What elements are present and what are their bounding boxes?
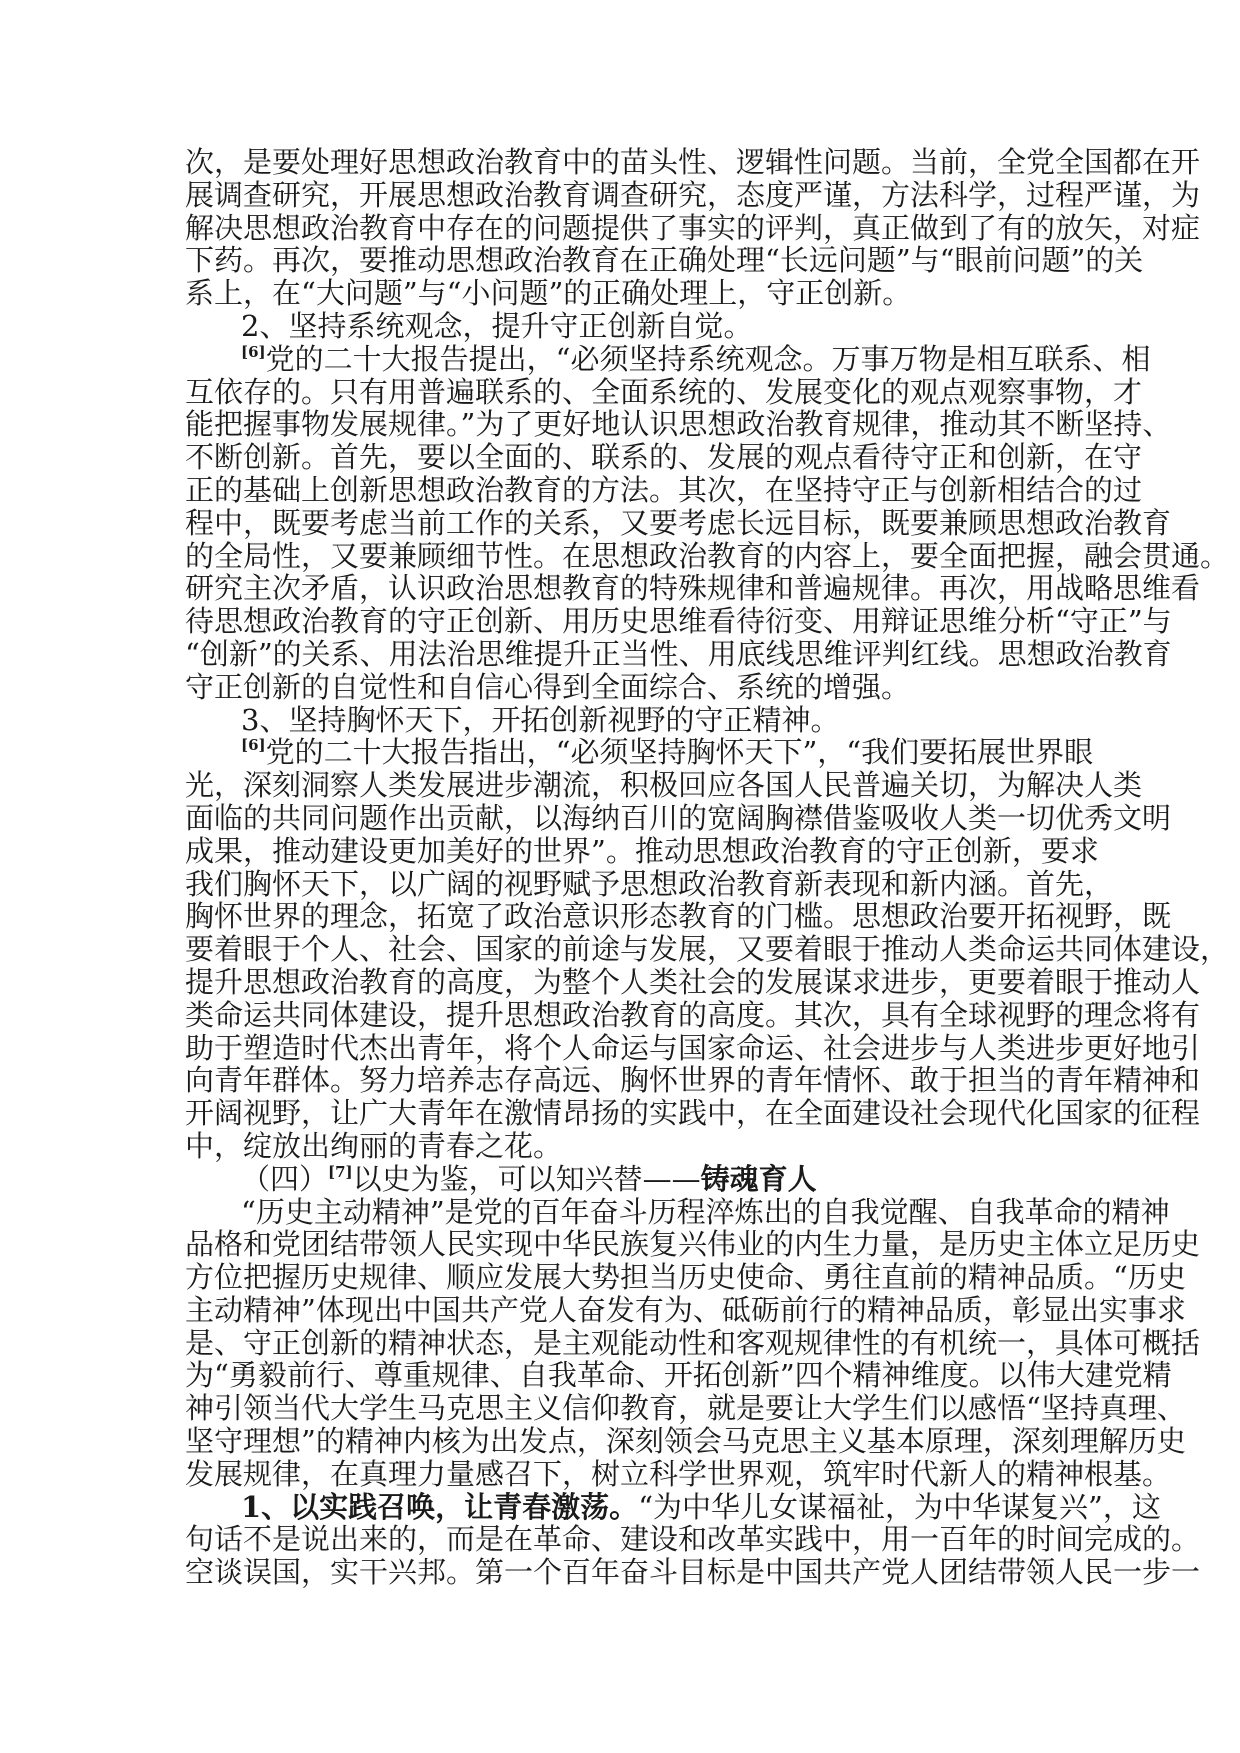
text-line — [185, 1489, 1161, 1524]
document-body — [185, 145, 1230, 1590]
line-text: 品格和党团结带领人民实现中华民族复兴伟业的内生力量，是历史主体立足历史 — [185, 1227, 1201, 1262]
line-text: 不断创新。首先，要以全面的、联系的、发展的观点看待守正和创新，在守 — [185, 440, 1143, 475]
line-text: 的全局性，又要兼顾细节性。在思想政治教育的内容上，要全面把握，融会贯通。 — [185, 538, 1230, 573]
text-line — [185, 538, 1230, 573]
text-line — [185, 210, 1201, 245]
line-text: 向青年群体。努力培养志存高远、胸怀世界的青年情怀、敢于担当的青年精神和 — [185, 1063, 1201, 1098]
text-line — [185, 899, 1172, 934]
line-text: “创新”的关系、用法治思维提升正当性、用底线思维评判红线。思想政治教育 — [185, 636, 1172, 671]
line-text: 正的基础上创新思想政治教育的方法。其次，在坚持守正与创新相结合的过 — [185, 472, 1143, 507]
text-line — [185, 768, 1143, 803]
line-text: 次，是要处理好思想政治教育中的苗头性、逻辑性问题。当前，全党全国都在开 — [185, 145, 1201, 179]
line-text: 我们胸怀天下，以广阔的视野赋予思想政治教育新表现和新内涵。首先， — [185, 866, 1114, 901]
bold-heading-text: 铸魂育人 — [700, 1161, 817, 1196]
text-line — [185, 964, 1201, 999]
text-line — [185, 1030, 1201, 1065]
text-line — [185, 1227, 1201, 1262]
line-text: 是、守正创新的精神状态，是主观能动性和客观规律性的有机统一，具体可概括 — [185, 1325, 1201, 1360]
line-text: 中，绽放出绚丽的青春之花。 — [185, 1128, 563, 1163]
line-text: 待思想政治教育的守正创新、用历史思维看待衍变、用辩证思维分析“守正”与 — [185, 604, 1172, 639]
line-text: 提升思想政治教育的高度，为整个人类社会的发展谋求进步，更要着眼于推动人 — [185, 964, 1201, 999]
text-line — [185, 1358, 1172, 1393]
citation-marker: [6] — [241, 736, 266, 755]
line-text: 解决思想政治教育中存在的问题提供了事实的评判，真正做到了有的放矢，对症 — [185, 210, 1201, 245]
text-line — [185, 735, 1094, 770]
citation-marker: [6] — [241, 342, 266, 361]
line-text: 以史为鉴，可以知兴替—— — [352, 1161, 701, 1196]
text-line — [185, 1096, 1201, 1131]
text-line — [185, 1130, 1061, 1163]
line-text: 光，深刻洞察人类发展进步潮流，积极回应各国人民普遍关切，为解决人类 — [185, 768, 1143, 803]
line-text: 空谈误国，实干兴邦。第一个百年奋斗目标是中国共产党人团结带领人民一步一 — [185, 1555, 1201, 1590]
line-text: 系上，在“大问题”与“小问题”的正确处理上，守正创新。 — [185, 276, 912, 311]
line-text: 方位把握历史规律、顺应发展大势担当历史使命、勇往直前的精神品质。“历史 — [185, 1260, 1186, 1295]
text-line — [185, 604, 1172, 639]
text-line — [185, 636, 1172, 671]
text-line — [185, 1063, 1201, 1098]
line-text: 胸怀世界的理念，拓宽了政治意识形态教育的门槛。思想政治要开拓视野，既 — [185, 899, 1172, 934]
text-line — [185, 1260, 1186, 1295]
line-text: 主动精神”体现出中国共产党人奋发有为、砥砺前行的精神品质，彰显出实事求 — [185, 1292, 1186, 1327]
line-text: 类命运共同体建设，提升思想政治教育的高度。其次，具有全球视野的理念将有 — [185, 997, 1201, 1032]
text-line — [185, 1325, 1201, 1360]
text-line — [185, 932, 1230, 967]
line-text: 互依存的。只有用普遍联系的、全面系统的、发展变化的观点观察事物，才 — [185, 374, 1143, 409]
text-line — [185, 1194, 1170, 1229]
line-text: 研究主次矛盾，认识政治思想教育的特殊规律和普遍规律。再次，用战略思维看 — [185, 571, 1201, 606]
citation-marker: [7] — [328, 1162, 353, 1181]
line-text: 成果，推动建设更加美好的世界”。推动思想政治教育的守正创新，要求 — [185, 833, 1099, 868]
text-line — [185, 243, 1144, 278]
line-text: 坚守理想”的精神内核为出发点，深刻领会马克思主义基本原理，深刻理解历史 — [185, 1424, 1186, 1459]
text-line — [185, 341, 1151, 376]
text-line — [185, 310, 1061, 343]
section-number: （四） — [241, 1161, 329, 1196]
text-line — [185, 177, 1201, 212]
line-text: “为中华儿女谋福祉，为中华谋复兴”，这 — [638, 1489, 1161, 1524]
text-line — [185, 1424, 1186, 1459]
text-line — [185, 1555, 1201, 1590]
text-line — [185, 1292, 1186, 1327]
line-text: 能把握事物发展规律。”为了更好地认识思想政治教育规律，推动其不断坚持、 — [185, 407, 1172, 442]
text-line — [185, 407, 1172, 442]
line-text: 助于塑造时代杰出青年，将个人命运与国家命运、社会进步与人类进步更好地引 — [185, 1030, 1201, 1065]
text-line — [185, 440, 1143, 475]
text-line — [185, 997, 1201, 1032]
text-line — [185, 833, 1099, 868]
line-text: 发展规律，在真理力量感召下，树立科学世界观，筑牢时代新人的精神根基。 — [185, 1456, 1172, 1491]
text-line — [185, 145, 1201, 179]
text-line — [185, 671, 1061, 704]
line-text: 党的二十大报告提出，“必须坚持系统观念。万事万物是相互联系、相 — [265, 341, 1151, 376]
text-line — [185, 472, 1143, 507]
text-line — [185, 505, 1172, 540]
text-line — [185, 1163, 1061, 1196]
line-text: 为“勇毅前行、尊重规律、自我革命、开拓创新”四个精神维度。以伟大建党精 — [185, 1358, 1172, 1393]
text-line — [185, 866, 1114, 901]
text-line — [185, 800, 1172, 835]
text-line — [185, 704, 1061, 737]
text-line — [185, 1391, 1186, 1426]
line-text: 下药。再次，要推动思想政治教育在正确处理“长远问题”与“眼前问题”的关 — [185, 243, 1144, 278]
text-line — [185, 1456, 1172, 1491]
text-line — [185, 277, 1061, 310]
line-text: 党的二十大报告指出，“必须坚持胸怀天下”，“我们要拓展世界眼 — [265, 735, 1094, 770]
line-text: 3、坚持胸怀天下，开拓创新视野的守正精神。 — [241, 702, 840, 737]
text-line — [185, 571, 1201, 606]
bold-lead-text: 1、以实践召唤，让青春激荡。 — [241, 1489, 639, 1524]
line-text: 面临的共同问题作出贡献，以海纳百川的宽阔胸襟借鉴吸收人类一切优秀文明 — [185, 800, 1172, 835]
line-text: “历史主动精神”是党的百年奋斗历程淬炼出的自我觉醒、自我革命的精神 — [241, 1194, 1170, 1229]
line-text: 守正创新的自觉性和自信心得到全面综合、系统的增强。 — [185, 669, 911, 704]
line-text: 句话不是说出来的，而是在革命、建设和改革实践中，用一百年的时间完成的。 — [185, 1522, 1201, 1557]
text-line — [185, 374, 1143, 409]
line-text: 2、坚持系统观念，提升守正创新自觉。 — [241, 308, 753, 343]
text-line — [185, 1522, 1201, 1557]
line-text: 展调查研究，开展思想政治教育调查研究，态度严谨，方法科学，过程严谨，为 — [185, 177, 1201, 212]
line-text: 开阔视野，让广大青年在激情昂扬的实践中，在全面建设社会现代化国家的征程 — [185, 1096, 1201, 1131]
line-text: 程中，既要考虑当前工作的关系，又要考虑长远目标，既要兼顾思想政治教育 — [185, 505, 1172, 540]
line-text: 神引领当代大学生马克思主义信仰教育，就是要让大学生们以感悟“坚持真理、 — [185, 1391, 1186, 1426]
line-text: 要着眼于个人、社会、国家的前途与发展，又要着眼于推动人类命运共同体建设， — [185, 932, 1230, 967]
